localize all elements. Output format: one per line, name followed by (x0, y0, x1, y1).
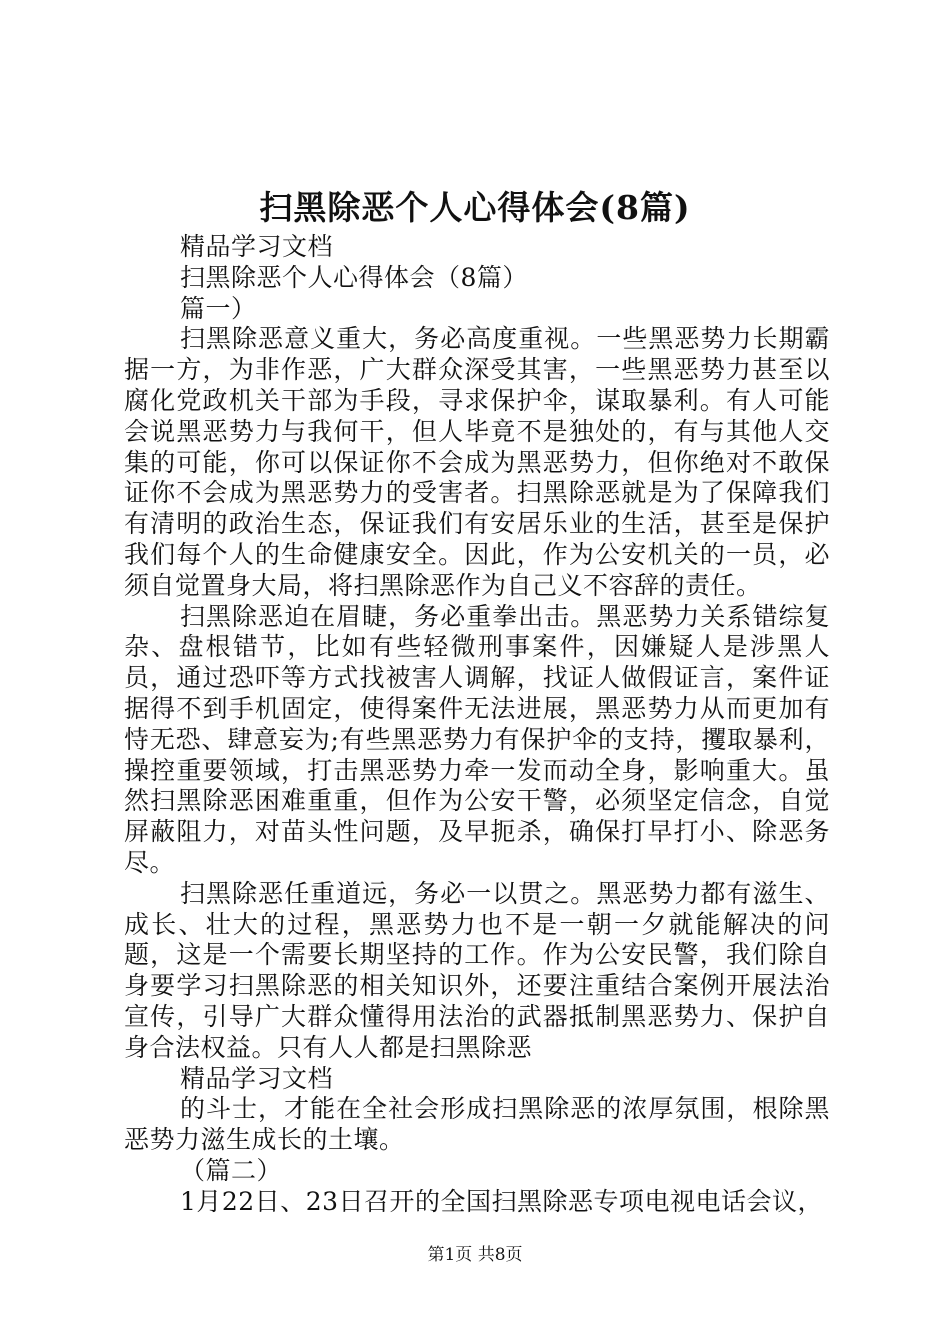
section-label-1: 篇一） (180, 293, 257, 323)
document-title: 扫黑除恶个人心得体会(8篇) (259, 188, 691, 227)
section-label-2: （篇二） (180, 1155, 283, 1185)
section2-first-line: 1月22日、23日召开的全国扫黑除恶专项电视电话会议， (180, 1186, 824, 1216)
paragraph-continuation: 的斗士，才能在全社会形成扫黑除恶的浓厚氛围，根除黑恶势力滋生成长的土壤。 (124, 1094, 830, 1155)
header-label-repeat: 精品学习文档 (180, 1063, 334, 1093)
paragraph-1: 扫黑除恶意义重大，务必高度重视。一些黑恶势力长期霸据一方，为非作恶，广大群众深受其害，一些黑恶势力甚至以腐化党政机关干部为手段，寻求保护伞，谋取暴利。有人可能会说黑恶势力与我何干，但人毕竟不是独处的，有与其他人交集的可能，你可以保证你不会成为黑恶势力，但你绝对不敢保证你不会成为黑恶势力的受害者。扫黑除恶就是为了保障我们有清明的政治生态，保证我们有安居乐业的生活，甚至是保护我们每个人的生命健康安全。因此，作为公安机关的一员，必须自觉置身大局，将扫黑除恶作为自己义不容辞的责任。 (124, 324, 830, 600)
paragraph-3: 扫黑除恶任重道远，务必一以贯之。黑恶势力都有滋生、成长、壮大的过程，黑恶势力也不是一朝一夕就能解决的问题，这是一个需要长期坚持的工作。作为公安民警，我们除自身要学习扫黑除恶的相关知识外，还要注重结合案例开展法治宣传，引导广大群众懂得用法治的武器抵制黑恶势力、保护自身合法权益。只有人人都是扫黑除恶 (124, 878, 830, 1062)
page-footer: 第1页 共8页 (427, 1245, 523, 1265)
paragraph-2: 扫黑除恶迫在眉睫，务必重拳出击。黑恶势力关系错综复杂、盘根错节，比如有些轻微刑事案件，因嫌疑人是涉黑人员，通过恐吓等方式找被害人调解，找证人做假证言，案件证据得不到手机固定，使得案件无法进展，黑恶势力从而更加有恃无恐、肆意妄为;有些黑恶势力有保护伞的支持，攫取暴利，操控重要领域，打击黑恶势力牵一发而动全身，影响重大。虽然扫黑除恶困难重重，但作为公安干警，必须坚定信念，自觉屏蔽阻力，对苗头性问题，及早扼杀，确保打早打小、除恶务尽。 (124, 601, 830, 877)
document-body (124, 232, 830, 1218)
document-subtitle: 扫黑除恶个人心得体会（8篇） (180, 262, 528, 292)
header-label: 精品学习文档 (180, 232, 334, 261)
